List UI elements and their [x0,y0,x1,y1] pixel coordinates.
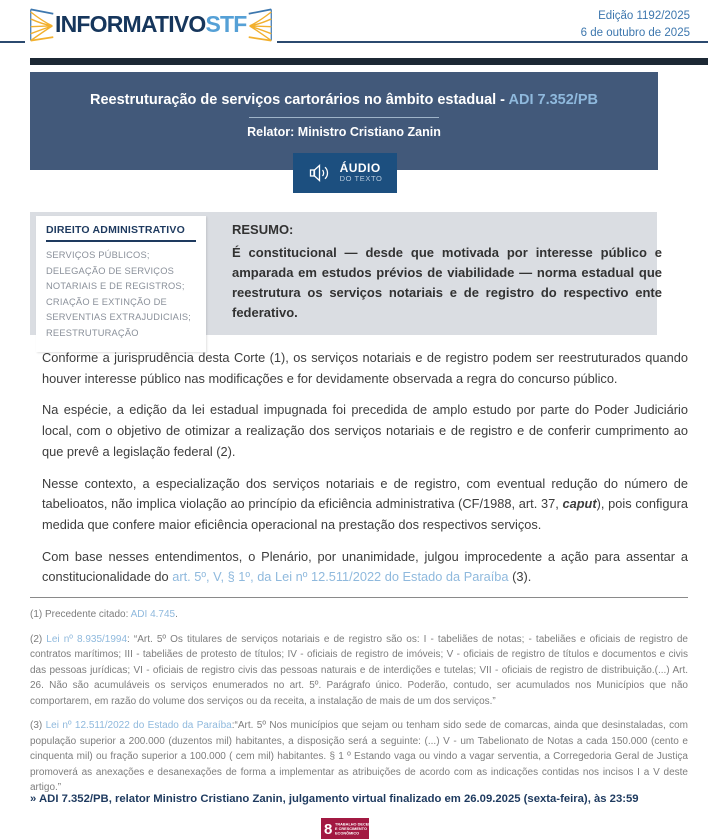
logo-text-informativo: INFORMATIVO [55,11,206,37]
top-dark-bar [30,58,708,65]
caput-term: caput [562,496,597,512]
informativo-stf-logo [25,3,277,46]
footnote-1-end: . [175,609,178,620]
resumo-block [232,222,662,324]
paragraph-4 [42,547,688,588]
footnote-2-text: (2) [30,633,47,645]
category-box [36,216,206,352]
sdg-8-badge[interactable] [321,818,377,839]
edition-date: 6 de outubro de 2025 [580,27,690,40]
category-subtitle: SERVIÇOS PÚBLICOS; DELEGAÇÃO DE SERVIÇOS NOTARIAIS E DE REGISTROS; CRIAÇÃO E EXTINÇÃO DE SERVENTIAS EXTRAJUDICIAIS; REESTRUTURAÇÃO [46,250,192,339]
paragraph-3-end: ), pois configura medida que confere maior eficiência operacional na prestação dos respectivos serviços. [42,496,688,533]
footnote-3-end: :“Art. 5º Nos municípios que sejam ou tenham sido sede de comarcas, ainda que desinstaladas, com população superior a 200.000 (duzentos mil) habitantes, a disposição será a seguinte: (...) V - um Tabelionato de Notas a cada 150.000 (cento e cinquenta mil) ou fração superior a 100.000 ( cem mil) habitantes. § 1 º Estando vaga ou vindo a vagar serventia, a Corregedoria Geral de Justiça promoverá as anexações e desanexações de forma a implementar as atribuições de acordo com as indicações contidas nos incisos I a V deste artigo.” [30,720,689,793]
paragraph-3-text: Nesse contexto, a especialização dos serviços notariais e de registro, com eventual redução do número de tabelioatos, não implica violação ao princípio da eficiência administrativa (CF/1988, art. 37, [42,475,688,512]
edition-number: Edição 1192/2025 [598,10,690,22]
footnote-3 [30,718,688,796]
audio-label-main: ÁUDIO [339,161,381,176]
paragraph-3 [42,474,688,536]
speaker-icon [308,161,332,185]
audio-button-label [340,162,383,183]
lei-8935-link[interactable]: Lei nº 8.935/1994 [46,633,128,645]
footnote-2-end: : “Art. 5º Os titulares de serviços notariais e de registro são os: I - tabeliães de notas; - tabeliães e oficiais de registro de contratos marítimos; III - tabeliães de protesto de títulos; IV - oficiais de registro de imóveis; V - oficiais de registro de títulos e documentos e civis das pessoas jurídicas; VI - oficiais de registro civis das pessoas naturais e de interdições e tutelas; VII - oficiais de registro de distribuição.(...) Art. 26. Não são acumuláveis os serviços enumerados no art. 5º. Parágrafo único. Poderão, contudo, ser acumulados nos Municípios que não comportarem, em razão do volume dos serviços ou da receita, a instalação de mais de um dos serviços.” [30,633,688,707]
resumo-text: É constitucional — desde que motivada por interesse público e amparada em estudos prévios de viabilidade — norma estadual que reestrutura os serviços notariais e de registro do respectivo ente federativo. [232,245,662,321]
footnote-3-text: (3) [30,720,46,731]
category-title: DIREITO ADMINISTRATIVO [46,224,196,242]
logo-text-stf: STF [205,11,247,37]
footnotes-divider [30,597,688,598]
paragraph-1: Conforme a jurisprudência desta Corte (1), os serviços notariais e de registro podem ser reestruturados quando houver interesse público nas modificações e for devidamente observada a regra do concurso público. [42,350,688,386]
lei-12511-link[interactable]: art. 5º, V, § 1º, da Lei nº 12.511/2022 do Estado da Paraíba [172,569,509,585]
relator-line: Relator: Ministro Cristiano Zanin [247,125,441,139]
case-ref-link[interactable]: ADI 7.352/PB [508,92,598,108]
audio-label-sub: DO TEXTO [339,174,383,184]
case-title-text: Reestruturação de serviços cartorários no âmbito estadual - [90,92,509,108]
case-title [30,92,658,108]
resumo-heading: RESUMO: [232,222,294,237]
footnote-2 [30,632,688,710]
sdg-number: 8 [324,821,333,838]
adi-4745-link[interactable]: ADI 4.745 [130,609,176,620]
paragraph-2: Na espécie, a edição da lei estadual impugnada foi precedida de amplo estudo por parte do Poder Judiciário local, com o objetivo de otimizar a realização dos serviços notariais e de registro e de conferir cumprimento ao que prevê a legislação federal (2). [42,402,688,459]
audio-do-texto-button[interactable] [293,153,397,193]
footnote-1 [30,607,688,623]
body-text [42,348,688,599]
judgment-reference-line: » ADI 7.352/PB, relator Ministro Cristiano Zanin, julgamento virtual finalizado em 26.09.2025 (sexta-feira), às 23:59 [30,793,639,805]
footnotes [30,607,688,805]
lei-12511-footnote-link[interactable]: Lei nº 12.511/2022 do Estado da Paraíba [45,720,232,731]
banner-divider [249,117,439,118]
paragraph-4-end: (3). [508,569,532,585]
logo-left-ornament-icon [29,6,55,44]
edition-block [581,8,690,43]
paragraph-4-text: Com base nesses entendimentos, o Plenário, por unanimidade, julgou improcedente a ação para assentar a constitucionalidade do [42,548,688,585]
footnote-1-text: (1) Precedente citado: [30,609,131,620]
logo-right-ornament-icon [247,6,273,44]
